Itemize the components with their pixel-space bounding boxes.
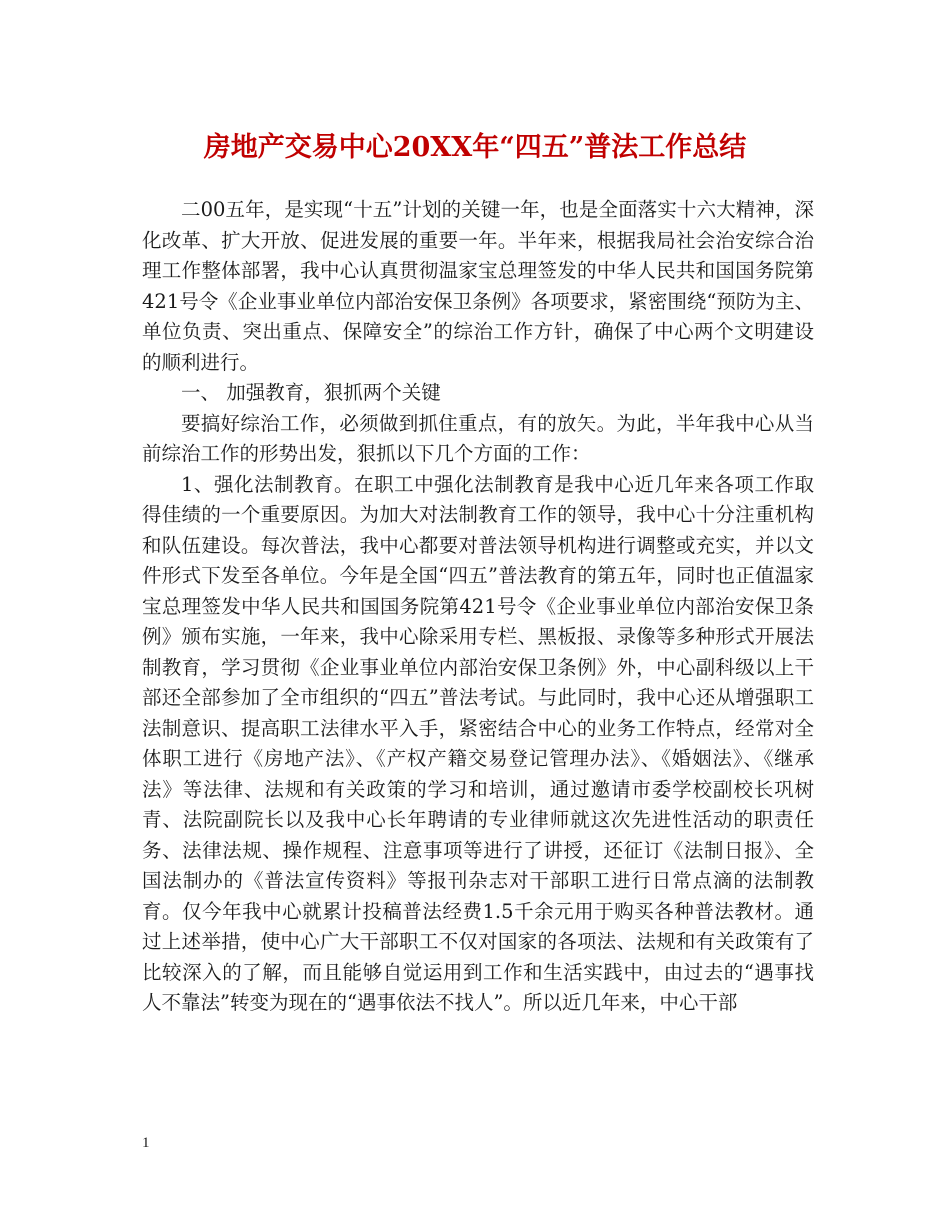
paragraph-section-intro: 要搞好综治工作，必须做到抓住重点，有的放矢。为此，半年我中心从当前综治工作的形势出发，狠抓以下几个方面的工作： bbox=[142, 411, 814, 465]
document-body bbox=[142, 195, 814, 1019]
paragraph-legal-education: 1、强化法制教育。在职工中强化法制教育是我中心近几年来各项工作取得佳绩的一个重要原因。为加大对法制教育工作的领导，我中心十分注重机构和队伍建设。每次普法，我中心都要对普法领导机构进行调整或充实，并以文件形式下发至各单位。今年是全国“四五”普法教育的第五年，同时也正值温家宝总理签发中华人民共和国国务院第421号令《企业事业单位内部治安保卫条例》颁布实施，一年来，我中心除采用专栏、黑板报、录像等多种形式开展法制教育，学习贯彻《企业事业单位内部治安保卫条例》外，中心副科级以上干部还全部参加了全市组织的“四五”普法考试。与此同时，我中心还从增强职工法制意识、提高职工法律水平入手，紧密结合中心的业务工作特点，经常对全体职工进行《房地产法》、《产权产籍交易登记管理办法》、《婚姻法》、《继承法》等法律、法规和有关政策的学习和培训，通过邀请市委学校副校长巩树青、法院副院长以及我中心长年聘请的专业律师就这次先进性活动的职责任务、法律法规、操作规程、注意事项等进行了讲授，还征订《法制日报》、全国法制办的《普法宣传资料》等报刊杂志对干部职工进行日常点滴的法制教育。仅今年我中心就累计投稿普法经费1.5千余元用于购买各种普法教材。通过上述举措，使中心广大干部职工不仅对国家的各项法、法规和有关政策有了比较深入的了解，而且能够自觉运用到工作和生活实践中，由过去的“遇事找人不靠法”转变为现在的“遇事依法不找人”。所以近几年来，中心干部 bbox=[142, 472, 814, 1014]
section-heading: 一、 加强教育，狠抓两个关键 bbox=[181, 381, 441, 404]
document-title: 房地产交易中心20XX年“四五”普法工作总结 bbox=[203, 132, 747, 163]
page-number: 1 bbox=[142, 1135, 150, 1151]
paragraph-intro: 二00五年，是实现“十五”计划的关键一年，也是全面落实十六大精神，深化改革、扩大开放、促进发展的重要一年。半年来，根据我局社会治安综合治理工作整体部署，我中心认真贯彻温家宝总理签发的中华人民共和国国务院第421号令《企业事业单位内部治安保卫条例》各项要求，紧密围绕“预防为主、单位负责、突出重点、保障安全”的综治工作方针，确保了中心两个文明建设的顺利进行。 bbox=[142, 198, 814, 374]
